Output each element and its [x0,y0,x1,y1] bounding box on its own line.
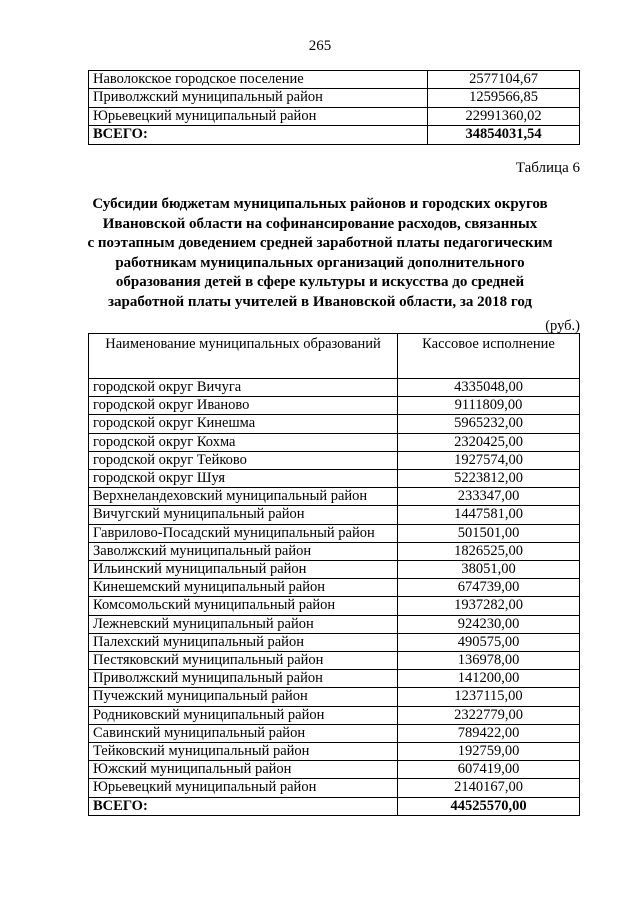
table-row [89,506,580,524]
row-value: 9111809,00 [398,397,580,415]
title-line: работникам муниципальных организаций дополнительного [115,254,525,271]
table-row [89,107,580,125]
row-value: 38051,00 [398,561,580,579]
row-name: городской округ Шуя [89,470,398,488]
row-name: городской округ Вичуга [89,379,398,397]
table-row [89,652,580,670]
row-value: 2577104,67 [428,71,580,89]
row-name: Заволжский муниципальный район [89,542,398,560]
row-name: Родниковский муниципальный район [89,706,398,724]
row-name: Гаврилово-Посадский муниципальный район [89,524,398,542]
table-row [89,89,580,107]
table-row [89,688,580,706]
table-row [89,579,580,597]
table-row [89,561,580,579]
row-value: 141200,00 [398,670,580,688]
total-label: ВСЕГО: [89,797,398,815]
row-value: 501501,00 [398,524,580,542]
row-value: 2322779,00 [398,706,580,724]
row-name: Юрьевецкий муниципальный район [89,779,398,797]
title-line: образования детей в сфере культуры и искусства до средней [115,274,525,290]
page-number: 265 [308,38,332,54]
row-name: Ильинский муниципальный район [89,561,398,579]
row-value: 5965232,00 [398,415,580,433]
table-header-row [89,334,580,379]
row-value: 1237115,00 [398,688,580,706]
table-body [89,379,580,798]
table-caption: Таблица 6 [515,160,580,176]
row-name: Комсомольский муниципальный район [89,597,398,615]
table-title [60,195,580,312]
row-name: Юрьевецкий муниципальный район [89,107,428,125]
title-line: заработной платы учителей в Ивановской области, за 2018 год [108,293,532,310]
table-row [89,724,580,742]
row-value: 1826525,00 [398,542,580,560]
row-name: Палехский муниципальный район [89,633,398,651]
row-value: 5223812,00 [398,470,580,488]
total-value: 34854031,54 [428,126,580,144]
table-row [89,597,580,615]
row-name: Наволокское городское поселение [89,71,428,89]
title-line: Ивановской области на софинансирование расходов, связанных [102,215,538,232]
row-name: Пучежский муниципальный район [89,688,398,706]
row-name: Савинский муниципальный район [89,724,398,742]
subsidies-table [88,333,580,816]
table-row [89,615,580,633]
row-name: городской округ Кохма [89,433,398,451]
row-value: 233347,00 [398,488,580,506]
table-row [89,706,580,724]
row-name: Южский муниципальный район [89,761,398,779]
row-name: Приволжский муниципальный район [89,89,428,107]
title-line: с поэтапным доведением средней заработной платы педагогическим [87,235,553,251]
row-name: Приволжский муниципальный район [89,670,398,688]
title-line: Субсидии бюджетам муниципальных районов и городских округов [92,196,548,212]
table-row [89,451,580,469]
table-row [89,524,580,542]
row-name: городской округ Тейково [89,451,398,469]
row-name: Пестяковский муниципальный район [89,652,398,670]
row-value: 674739,00 [398,579,580,597]
row-value: 1927574,00 [398,451,580,469]
row-name: Вичугский муниципальный район [89,506,398,524]
row-value: 789422,00 [398,724,580,742]
row-name: Верхнеландеховский муниципальный район [89,488,398,506]
unit-label: (руб.) [545,318,580,334]
row-value: 192759,00 [398,743,580,761]
row-value: 4335048,00 [398,379,580,397]
table-row [89,670,580,688]
header-name: Наименование муниципальных образований [89,334,398,379]
row-value: 2320425,00 [398,433,580,451]
table-row [89,633,580,651]
row-name: Лежневский муниципальный район [89,615,398,633]
table-row [89,488,580,506]
table-row [89,379,580,397]
total-label: ВСЕГО: [89,126,428,144]
row-value: 2140167,00 [398,779,580,797]
table-row [89,743,580,761]
table-row [89,433,580,451]
table-row [89,470,580,488]
row-value: 22991360,02 [428,107,580,125]
table-row [89,761,580,779]
table-row [89,542,580,560]
table-row [89,415,580,433]
row-name: городской округ Кинешма [89,415,398,433]
row-name: Кинешемский муниципальный район [89,579,398,597]
total-value: 44525570,00 [398,797,580,815]
total-row [89,126,580,144]
row-value: 924230,00 [398,615,580,633]
row-name: городской округ Иваново [89,397,398,415]
row-value: 1447581,00 [398,506,580,524]
table-row [89,397,580,415]
carryover-table [88,70,580,145]
row-value: 1937282,00 [398,597,580,615]
row-name: Тейковский муниципальный район [89,743,398,761]
row-value: 136978,00 [398,652,580,670]
row-value: 490575,00 [398,633,580,651]
header-value: Кассовое исполнение [398,334,580,379]
total-row [89,797,580,815]
table-row [89,779,580,797]
row-value: 1259566,85 [428,89,580,107]
table-row [89,71,580,89]
row-value: 607419,00 [398,761,580,779]
